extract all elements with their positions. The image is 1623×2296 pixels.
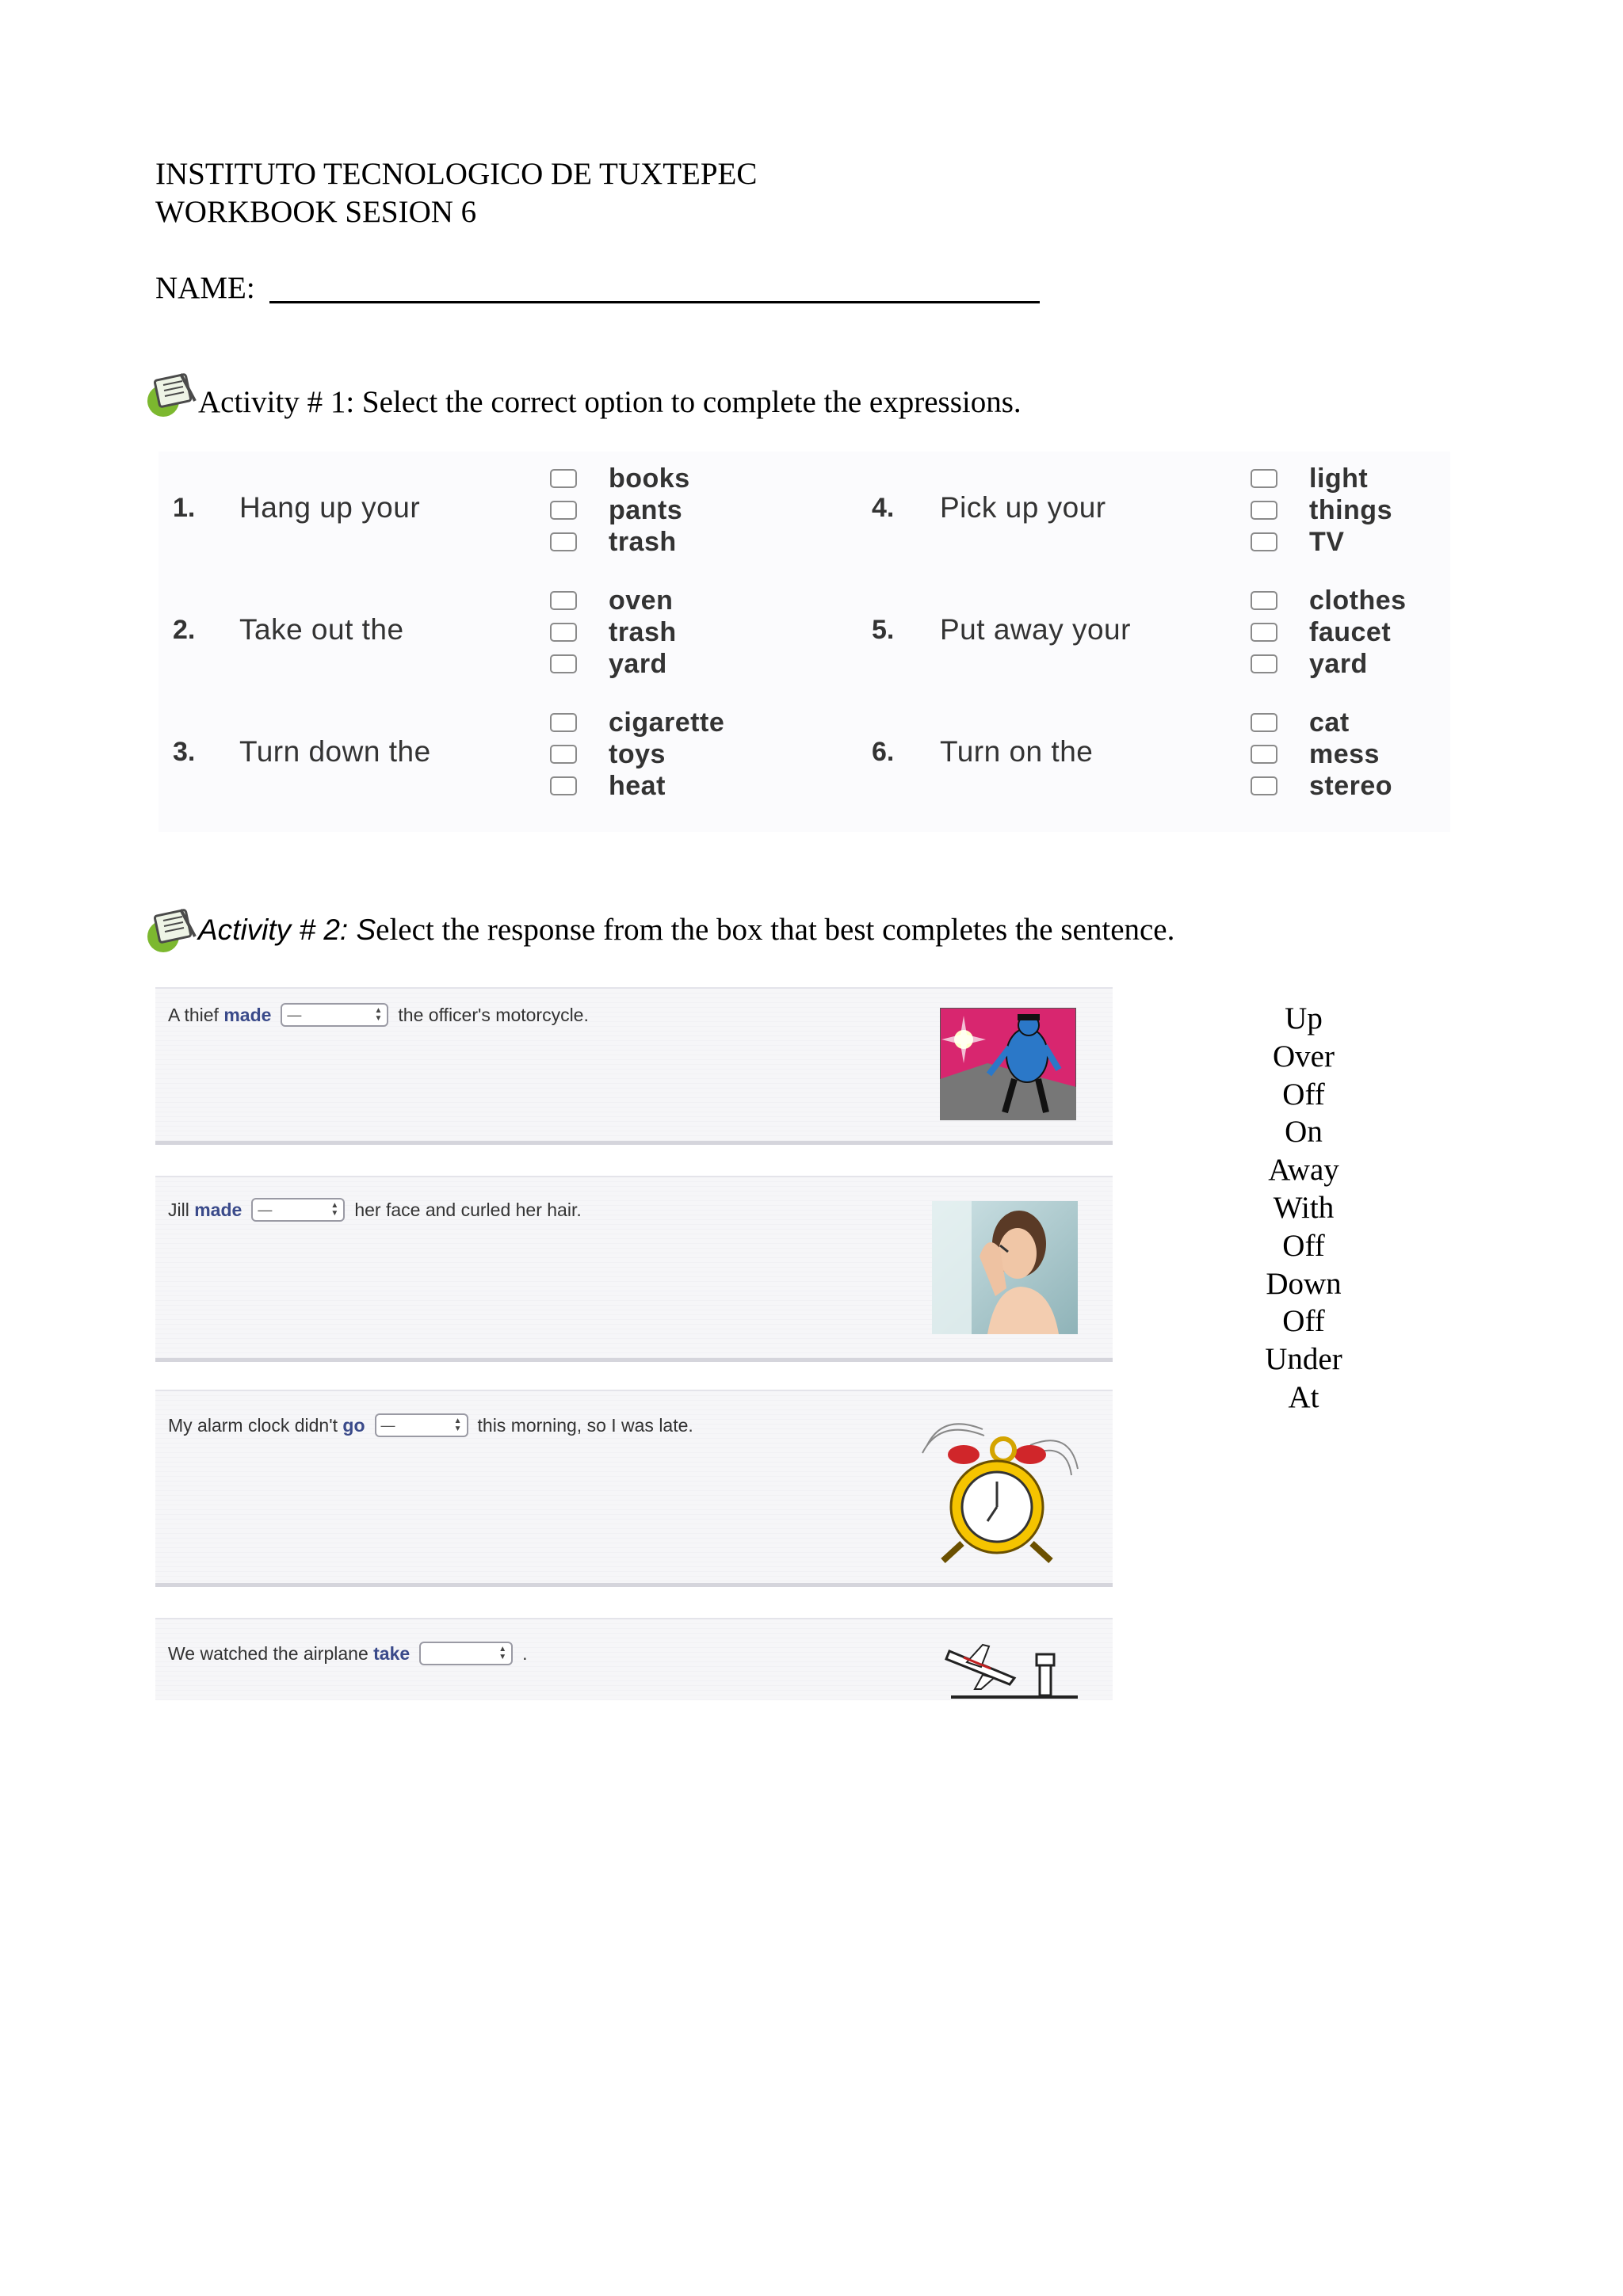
option-label: stereo — [1309, 770, 1393, 801]
checkbox[interactable] — [550, 713, 577, 732]
option-checkbox[interactable] — [1251, 707, 1350, 738]
sentence-before: Jill — [168, 1199, 189, 1220]
sentence-before: We watched the airplane — [168, 1642, 369, 1664]
sentence-keyword: made — [223, 1004, 272, 1025]
dropdown-arrows-icon: ▲ ▼ — [374, 1006, 383, 1023]
dropdown-arrows-icon: ▲ ▼ — [330, 1201, 339, 1218]
sentence-after: . — [522, 1642, 528, 1664]
checkbox[interactable] — [1251, 713, 1277, 732]
word-box-item: Off — [1282, 1304, 1325, 1339]
checkbox[interactable] — [1251, 532, 1277, 551]
question-number: 6. — [872, 737, 895, 767]
sentence-after: her face and curled her hair. — [354, 1199, 582, 1220]
question-text: Put away your — [940, 613, 1131, 646]
question-text: Hang up your — [239, 491, 421, 524]
question-number: 5. — [872, 615, 895, 645]
word-box-item: Off — [1282, 1228, 1325, 1263]
book-pencil-icon — [146, 905, 198, 957]
activity2-title-first-letter: S — [356, 913, 376, 946]
airplane-takeoff-icon — [943, 1638, 1081, 1700]
option-checkbox[interactable] — [550, 463, 690, 494]
dropdown-value: — — [287, 1006, 302, 1023]
sentence-before: My alarm clock didn't — [168, 1414, 338, 1436]
option-label: yard — [1309, 648, 1368, 679]
option-label: yard — [609, 648, 667, 679]
sentence-row — [168, 1198, 582, 1222]
checkbox[interactable] — [1251, 776, 1277, 795]
option-label: oven — [609, 585, 674, 616]
option-label: mess — [1309, 738, 1380, 769]
option-label: heat — [609, 770, 666, 801]
checkbox[interactable] — [1251, 654, 1277, 673]
option-label: faucet — [1309, 616, 1392, 647]
checkbox[interactable] — [550, 501, 577, 520]
name-blank-line[interactable] — [269, 301, 1040, 303]
option-checkbox[interactable] — [550, 738, 666, 770]
option-label: TV — [1309, 526, 1345, 557]
option-checkbox[interactable] — [1251, 494, 1392, 526]
question-number: 1. — [173, 493, 196, 523]
panel-divider — [155, 1583, 1113, 1587]
checkbox[interactable] — [550, 469, 577, 488]
sentence-before: A thief — [168, 1004, 219, 1025]
option-checkbox[interactable] — [550, 526, 677, 558]
sentence-row — [168, 1413, 693, 1437]
option-checkbox[interactable] — [550, 770, 666, 802]
word-box-item: Off — [1282, 1077, 1325, 1112]
answer-dropdown[interactable] — [419, 1642, 513, 1665]
option-label: cigarette — [609, 707, 725, 738]
checkbox[interactable] — [550, 776, 577, 795]
word-box-item: On — [1285, 1115, 1323, 1150]
option-label: trash — [609, 616, 677, 647]
option-label: trash — [609, 526, 677, 557]
answer-dropdown[interactable] — [375, 1413, 468, 1437]
option-checkbox[interactable] — [1251, 648, 1368, 680]
answer-dropdown[interactable] — [251, 1198, 345, 1222]
option-checkbox[interactable] — [1251, 616, 1391, 648]
option-label: things — [1309, 494, 1392, 525]
dropdown-value: — — [258, 1201, 273, 1218]
panel-divider — [155, 1358, 1113, 1362]
activity2-title-text: elect the response from the box that best completes the sentence. — [376, 913, 1175, 947]
sentence-keyword: made — [194, 1199, 242, 1220]
option-checkbox[interactable] — [1251, 463, 1368, 494]
word-box-item: At — [1288, 1379, 1319, 1414]
option-checkbox[interactable] — [550, 585, 673, 616]
question-text: Turn down the — [239, 735, 431, 768]
answer-dropdown[interactable] — [281, 1003, 388, 1027]
question-text: Turn on the — [940, 735, 1094, 768]
activity1-title-prefix: Activity # 1: — [198, 385, 355, 419]
checkbox[interactable] — [1251, 469, 1277, 488]
activity2-title — [198, 911, 1174, 949]
question-number: 3. — [173, 737, 196, 767]
institution-title: INSTITUTO TECNOLOGICO DE TUXTEPEC — [155, 157, 758, 191]
checkbox[interactable] — [1251, 623, 1277, 642]
sentence-after: this morning, so I was late. — [477, 1414, 693, 1436]
activity1-title — [198, 383, 1022, 421]
option-label: clothes — [1309, 585, 1407, 616]
checkbox[interactable] — [550, 591, 577, 610]
question-number: 4. — [872, 493, 895, 523]
woman-makeup-photo — [932, 1201, 1078, 1334]
option-label: pants — [609, 494, 683, 525]
word-box-item: Down — [1266, 1266, 1342, 1301]
word-box-item: Under — [1265, 1342, 1342, 1377]
sentence-row — [168, 1642, 528, 1665]
dropdown-value: — — [380, 1417, 395, 1433]
name-label: NAME: — [155, 271, 255, 305]
option-checkbox[interactable] — [1251, 585, 1407, 616]
checkbox[interactable] — [1251, 501, 1277, 520]
panel-divider — [155, 1141, 1113, 1145]
checkbox[interactable] — [1251, 591, 1277, 610]
alarm-clock-icon — [911, 1413, 1083, 1564]
option-checkbox[interactable] — [1251, 770, 1392, 802]
option-label: books — [609, 463, 690, 494]
option-checkbox[interactable] — [550, 494, 682, 526]
sentence-row — [168, 1003, 589, 1027]
word-box-item: Over — [1273, 1039, 1335, 1074]
checkbox[interactable] — [550, 532, 577, 551]
word-box — [1236, 1000, 1371, 1417]
police-officer-motorcycle-icon — [940, 1008, 1076, 1120]
word-box-item: Up — [1285, 1001, 1323, 1035]
workbook-title: WORKBOOK SESION 6 — [155, 195, 477, 229]
dropdown-arrows-icon: ▲ ▼ — [453, 1417, 462, 1433]
checkbox[interactable] — [550, 623, 577, 642]
option-checkbox[interactable] — [550, 616, 677, 648]
question-text: Take out the — [239, 613, 404, 646]
option-checkbox[interactable] — [550, 648, 667, 680]
option-checkbox[interactable] — [1251, 738, 1380, 770]
sentence-keyword: take — [373, 1642, 411, 1664]
option-label: light — [1309, 463, 1369, 494]
option-checkbox[interactable] — [550, 707, 724, 738]
option-label: cat — [1309, 707, 1350, 738]
word-box-item: Away — [1268, 1153, 1339, 1188]
sentence-keyword: go — [342, 1414, 365, 1436]
activity2-title-prefix: Activity # 2: — [198, 913, 357, 946]
checkbox[interactable] — [550, 745, 577, 764]
checkbox[interactable] — [1251, 745, 1277, 764]
option-checkbox[interactable] — [1251, 526, 1344, 558]
dropdown-arrows-icon: ▲ ▼ — [498, 1645, 507, 1661]
word-box-item: With — [1273, 1190, 1335, 1225]
question-number: 2. — [173, 615, 196, 645]
checkbox[interactable] — [550, 654, 577, 673]
activity1-title-text: Select the correct option to complete the expressions. — [354, 385, 1022, 419]
sentence-after: the officer's motorcycle. — [398, 1004, 589, 1025]
book-pencil-icon — [146, 369, 198, 421]
question-text: Pick up your — [940, 491, 1106, 524]
option-label: toys — [609, 738, 666, 769]
